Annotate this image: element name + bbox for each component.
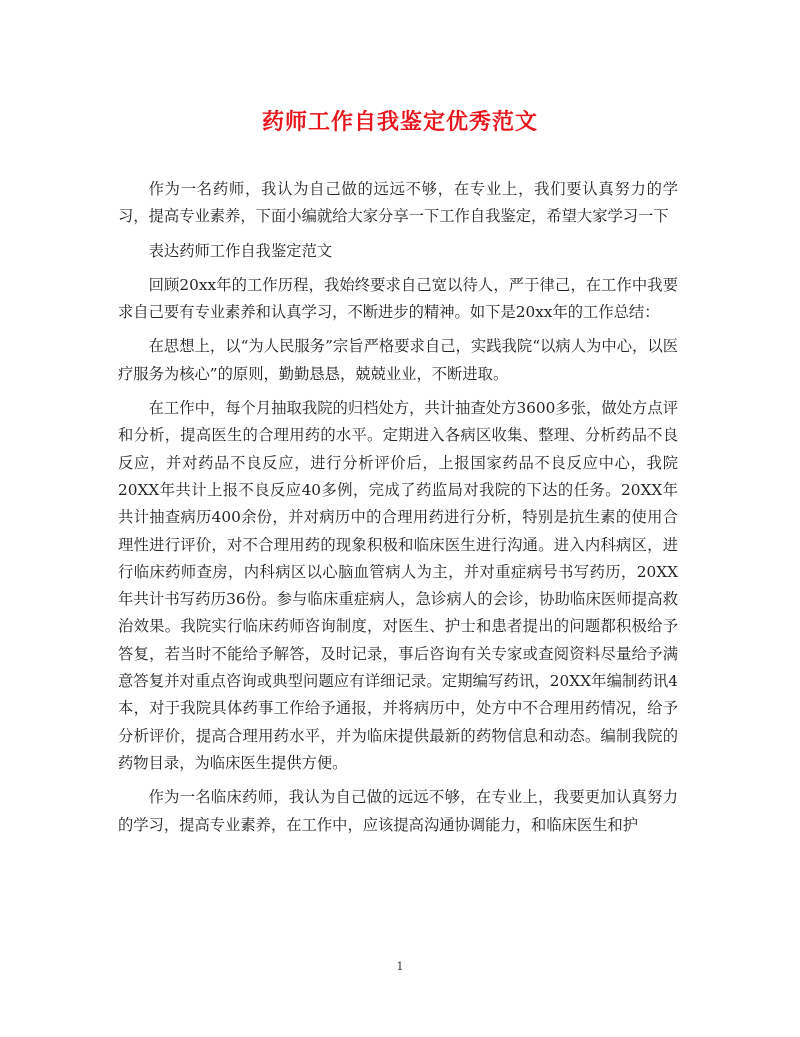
intro-paragraph: 作为一名药师，我认为自己做的远远不够，在专业上，我们要认真努力的学习，提高专业素养，下面小编就给大家分享一下工作自我鉴定，希望大家学习一下	[118, 180, 678, 226]
work-paragraph: 在工作中，每个月抽取我院的归档处方，共计抽查处方3600多张，做处方点评和分析，提高医生的合理用药的水平。定期进入各病区收集、整理、分析药品不良反应，并对药品不良反应，进行分析评价后，上报国家药品不良反应中心，我院20XX年共计上报不良反应40多例，完成了药监局对我院的下达的任务。20XX年共计抽查病历400余份，并对病历中的合理用药进行分析，特别是抗生素的使用合理性进行评价，对不合理用药的现象积极和临床医生进行沟通。进入内科病区，进行临床药师查房，内科病区以心脑血管病人为主，并对重症病号书写药历，20XX年共计书写药历36份。参与临床重症病人，急诊病人的会诊，协助临床医师提高救治效果。我院实行临床药师咨询制度，对医生、护士和患者提出的问题都积极给予答复，若当时不能给予解答，及时记录，事后咨询有关专家或查阅资料尽量给予满意答复并对重点咨询或典型问题应有详细记录。定期编写药讯，20XX年编制药讯4本，对于我院具体药事工作给予通报，并将病历中，处方中不合理用药情况，给予分析评价，提高合理用药水平，并为临床提供最新的药物信息和动态。编制我院的药物目录，为临床医生提供方便。	[118, 399, 678, 772]
document-title: 药师工作自我鉴定优秀范文	[261, 109, 538, 135]
reflection-paragraph: 作为一名临床药师，我认为自己做的远远不够，在专业上，我要更加认真努力的学习，提高专业素养，在工作中，应该提高沟通协调能力，和临床医生和护	[118, 788, 678, 834]
document-body	[118, 176, 678, 846]
section-heading: 表达药师工作自我鉴定范文	[148, 241, 333, 260]
page-number: 1	[396, 960, 404, 973]
ideology-paragraph: 在思想上，以“为人民服务”宗旨严格要求自己，实践我院“以病人为中心，以医疗服务为核心”的原则，勤勤恳恳，兢兢业业，不断进取。	[118, 337, 678, 383]
review-paragraph: 回顾20xx年的工作历程，我始终要求自己宽以待人，严于律己，在工作中我要求自己要有专业素养和认真学习，不断进步的精神。如下是20xx年的工作总结：	[118, 275, 678, 322]
